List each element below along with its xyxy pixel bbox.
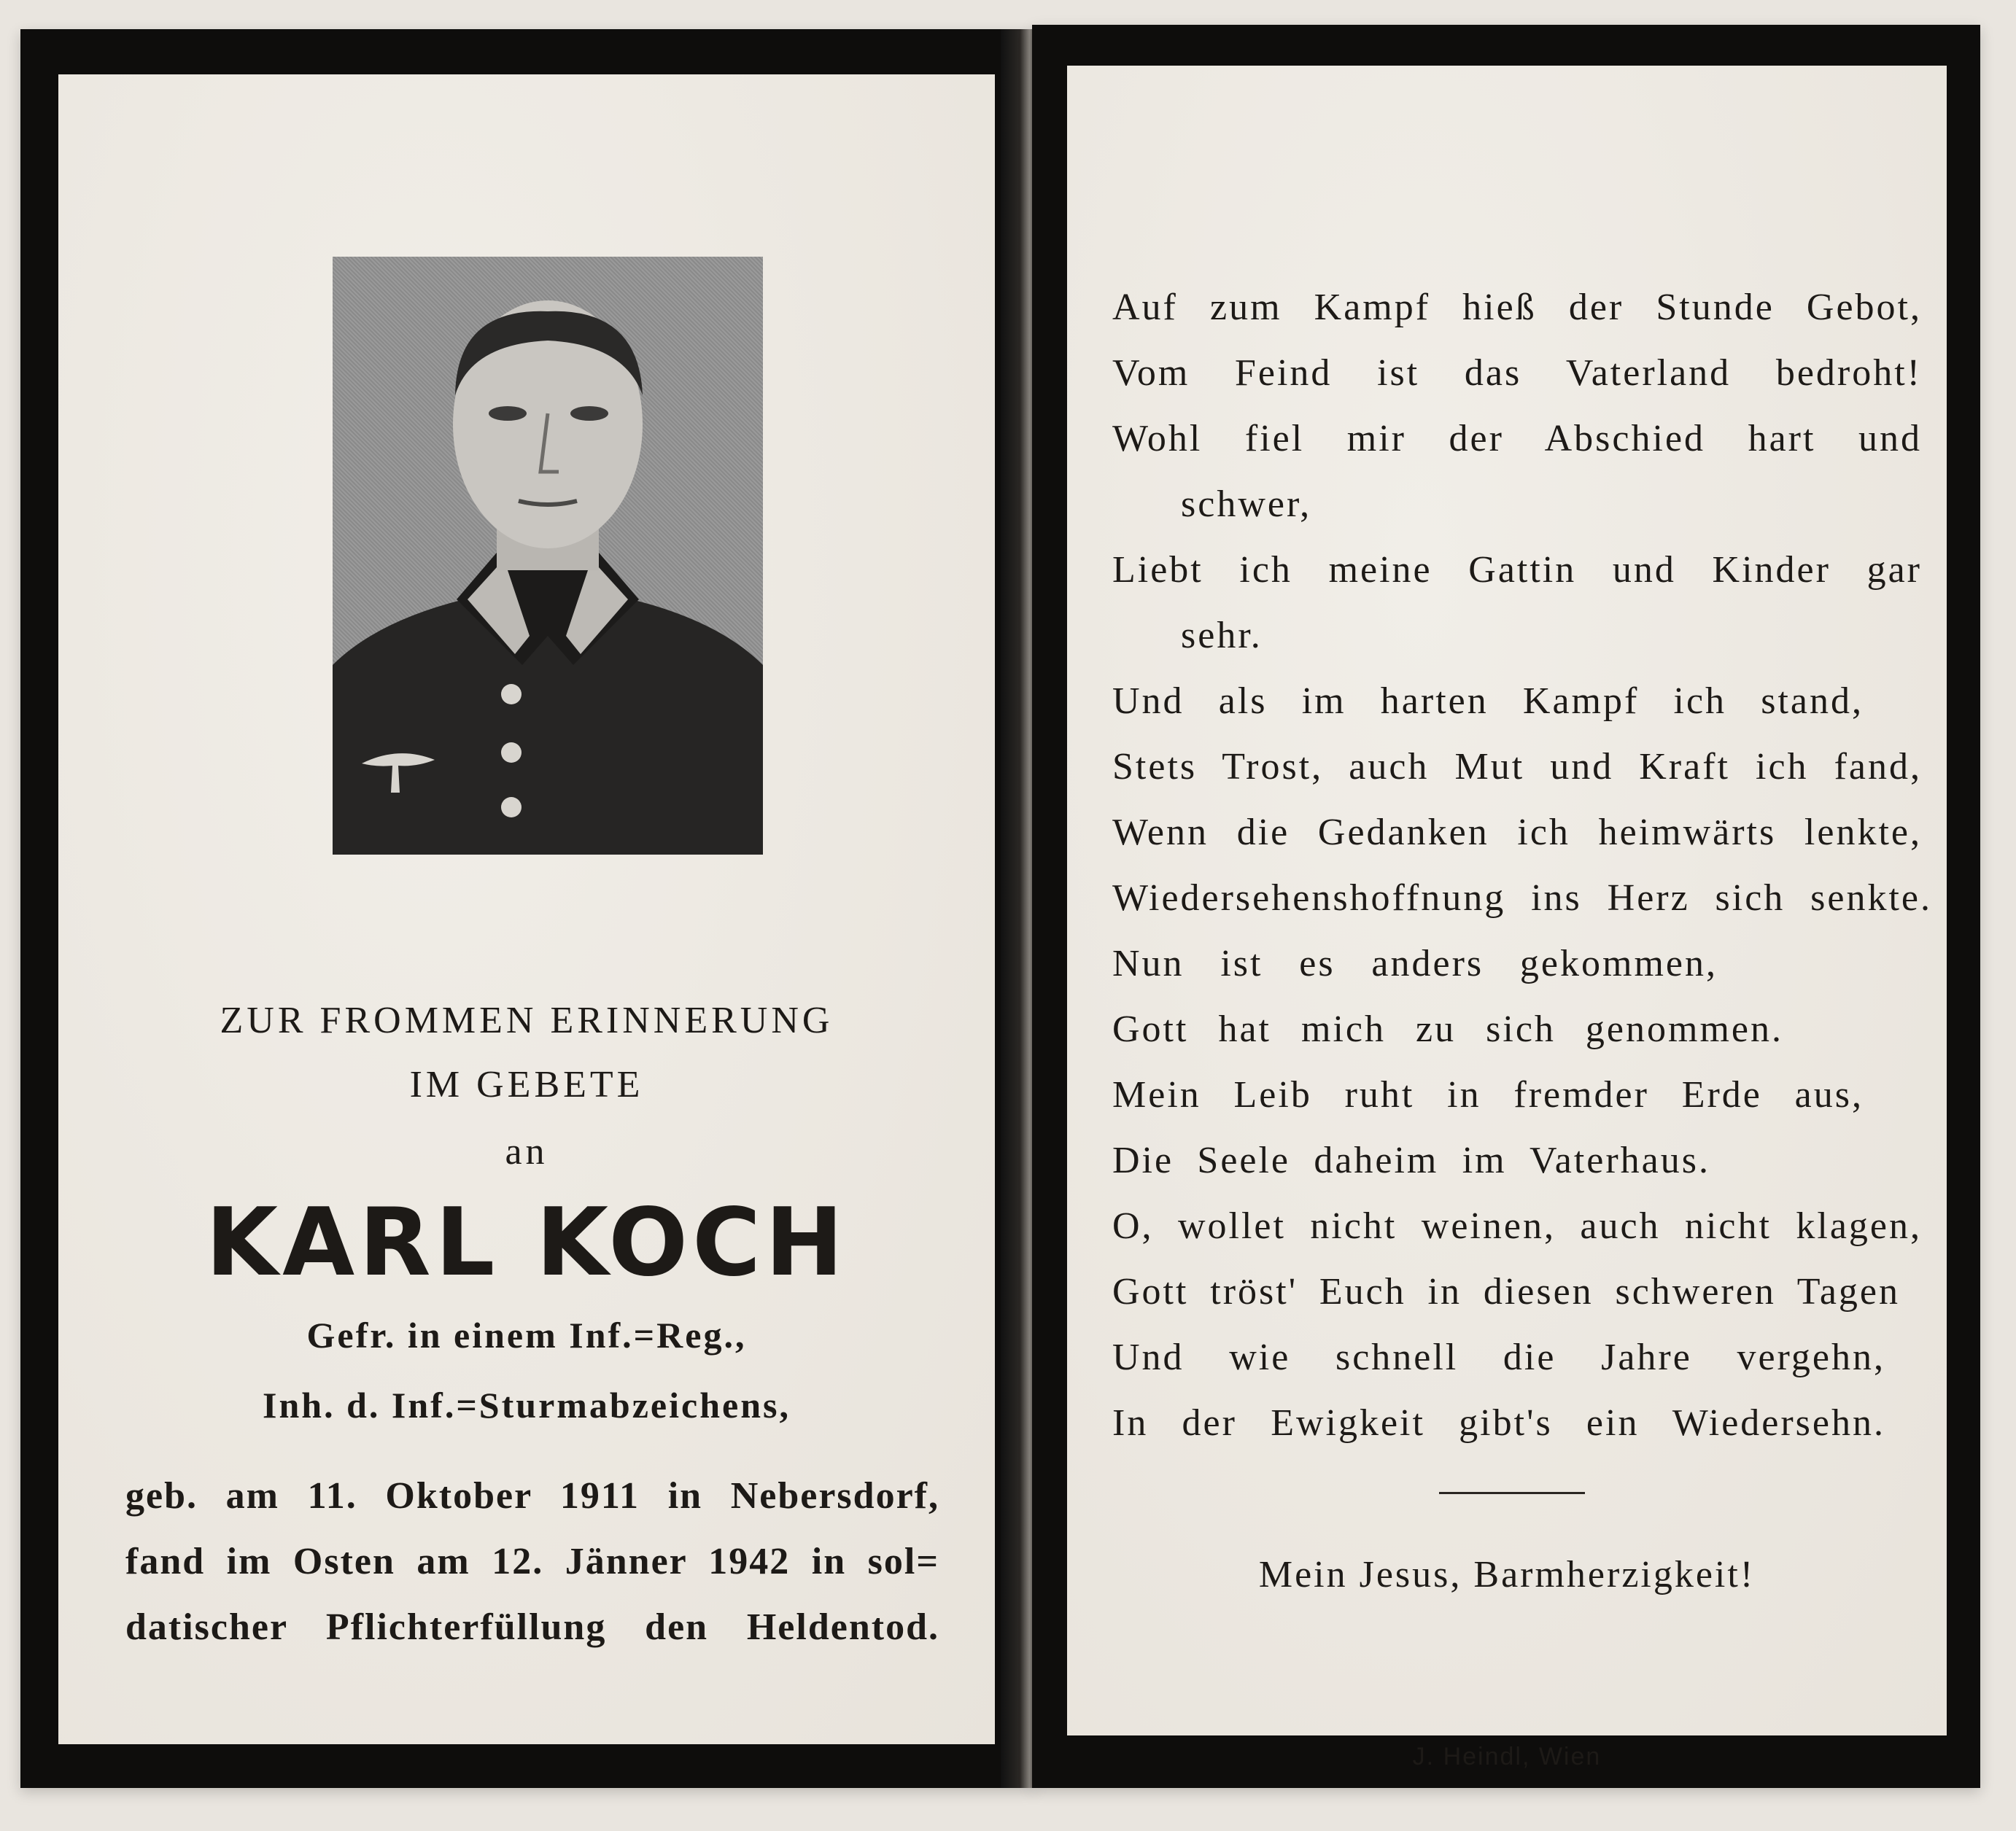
poem-line: Vom Feind ist das Vaterland bedroht! bbox=[1112, 352, 1922, 394]
memorial-heading-line1: ZUR FROMMEN ERINNERUNG bbox=[220, 1000, 834, 1041]
closing-prayer: Mein Jesus, Barmherzigkeit! bbox=[1258, 1554, 1756, 1595]
poem-line: In der Ewigkeit gibt's ein Wiedersehn. bbox=[1112, 1402, 1885, 1444]
poem-line: Und wie schnell die Jahre vergehn, bbox=[1112, 1337, 1885, 1378]
memorial-heading-line3: an bbox=[505, 1131, 548, 1173]
poem-line: Gott hat mich zu sich genommen. bbox=[1112, 1008, 1783, 1050]
poem-line: schwer, bbox=[1181, 483, 1312, 525]
deceased-name: KARL KOCH bbox=[205, 1189, 848, 1297]
poem-line: sehr. bbox=[1181, 615, 1263, 656]
rank-line1: Gefr. in einem Inf.=Reg., bbox=[306, 1315, 747, 1356]
poem-line: Mein Leib ruht in fremder Erde aus, bbox=[1112, 1074, 1864, 1116]
poem-line: Gott tröst' Euch in diesen schweren Tagen bbox=[1112, 1271, 1900, 1313]
right-card bbox=[1032, 25, 1980, 1788]
poem-line: Wenn die Gedanken ich heimwärts lenkte, bbox=[1112, 812, 1922, 853]
bio-line3: datischer Pflichterfüllung den Heldentod. bbox=[125, 1606, 939, 1648]
poem-line: O, wollet nicht weinen, auch nicht klagen, bbox=[1112, 1205, 1922, 1247]
right-card-paper bbox=[1067, 66, 1947, 1770]
printer-imprint: J. Heindl, Wien bbox=[1412, 1743, 1602, 1770]
poem-line: Liebt ich meine Gattin und Kinder gar bbox=[1112, 549, 1922, 591]
bio-line2: fand im Osten am 12. Jänner 1942 in sol= bbox=[125, 1541, 939, 1582]
poem-line: Stets Trost, auch Mut und Kraft ich fand, bbox=[1112, 746, 1922, 788]
bio-line1: geb. am 11. Oktober 1911 in Nebersdorf, bbox=[125, 1475, 939, 1517]
rank-line2: Inh. d. Inf.=Sturmabzeichens, bbox=[263, 1385, 791, 1426]
poem-line: Nun ist es anders gekommen, bbox=[1112, 943, 1718, 984]
poem-line: Auf zum Kampf hieß der Stunde Gebot, bbox=[1112, 287, 1922, 328]
poem-line: Wiedersehenshoffnung ins Herz sich senkte. bbox=[1112, 877, 1932, 919]
left-card bbox=[20, 29, 1034, 1788]
left-card-paper bbox=[58, 74, 995, 1744]
portrait-photo bbox=[333, 257, 763, 855]
divider-rule bbox=[1439, 1492, 1585, 1494]
poem-line: Die Seele daheim im Vaterhaus. bbox=[1112, 1140, 1710, 1181]
memorial-heading-line2: IM GEBETE bbox=[409, 1064, 644, 1105]
poem-line: Wohl fiel mir der Abschied hart und bbox=[1112, 418, 1922, 459]
poem-line: Und als im harten Kampf ich stand, bbox=[1112, 680, 1864, 722]
